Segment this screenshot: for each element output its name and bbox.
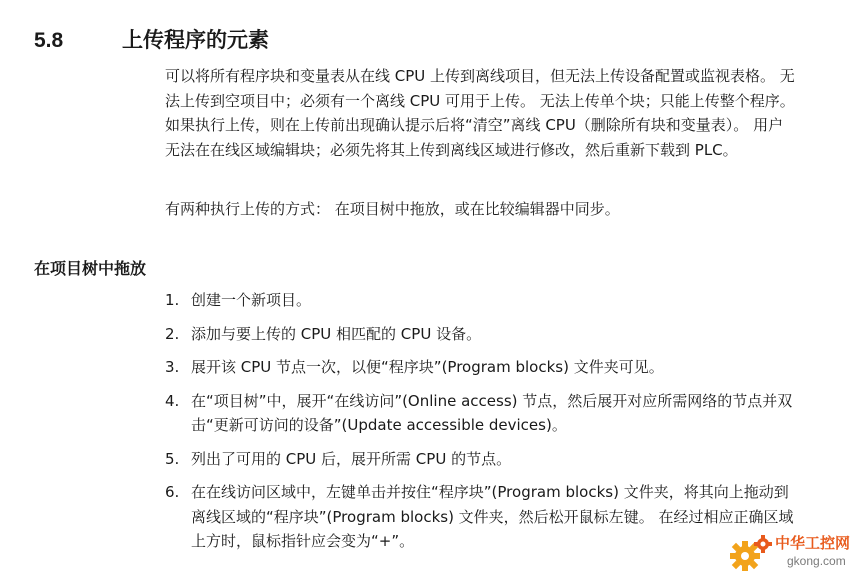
section-heading — [34, 28, 269, 54]
step-item — [165, 355, 795, 380]
step-item — [165, 389, 795, 438]
step-item — [165, 447, 795, 472]
step-text: 列出了可用的 CPU 后，展开所需 CPU 的节点。 — [191, 449, 512, 468]
step-number: 2. — [165, 324, 180, 343]
step-item — [165, 480, 795, 554]
methods-paragraph: 有两种执行上传的方式： 在项目树中拖放，或在比较编辑器中同步。 — [165, 200, 620, 218]
step-number: 4. — [165, 391, 180, 410]
step-item — [165, 288, 795, 313]
subsection-title: 在项目树中拖放 — [34, 259, 147, 278]
step-item — [165, 322, 795, 347]
watermark-domain: gkong.com — [787, 554, 846, 568]
step-number: 3. — [165, 358, 180, 376]
step-number: 6. — [165, 483, 180, 501]
step-number: 5. — [165, 449, 180, 468]
gear-icon — [729, 532, 773, 576]
section-number: 5.8 — [34, 29, 64, 52]
step-text: 在“项目树”中，展开“在线访问”(Online access) 节点，然后展开对应所需网络的节点并双击“更新可访问的设备”(Update accessible devices)。 — [191, 391, 793, 434]
step-text: 在在线访问区域中，左键单击并按住“程序块”(Program blocks) 文件夹，将其向上拖动到离线区域的“程序块”(Program blocks) 文件夹，然后松开鼠标左键。 在经过相应正确区域上方时，鼠标指针应会变为“+”。 — [191, 483, 794, 550]
intro-paragraph: 可以将所有程序块和变量表从在线 CPU 上传到离线项目，但无法上传设备配置或监视表格。 无法上传到空项目中；必须有一个离线 CPU 可用于上传。 无法上传单个块；只能上传整个程序。 如果执行上传，则在上传前出现确认提示后将“清空”离线 CPU（删除所有块和变量表）。 用户无法在在线区域编辑块；必须先将其上传到离线区域进行修改，然后重新下载到 PLC。 — [165, 67, 795, 159]
step-text: 添加与要上传的 CPU 相匹配的 CPU 设备。 — [191, 324, 482, 343]
step-number: 1. — [165, 291, 180, 309]
section-title: 上传程序的元素 — [122, 29, 269, 52]
watermark-logo — [727, 528, 855, 580]
step-text: 展开该 CPU 节点一次，以便“程序块”(Program blocks) 文件夹可见。 — [191, 358, 664, 376]
watermark-site-name: 中华工控网 — [775, 534, 851, 552]
step-list — [165, 288, 795, 563]
step-text: 创建一个新项目。 — [191, 291, 312, 309]
